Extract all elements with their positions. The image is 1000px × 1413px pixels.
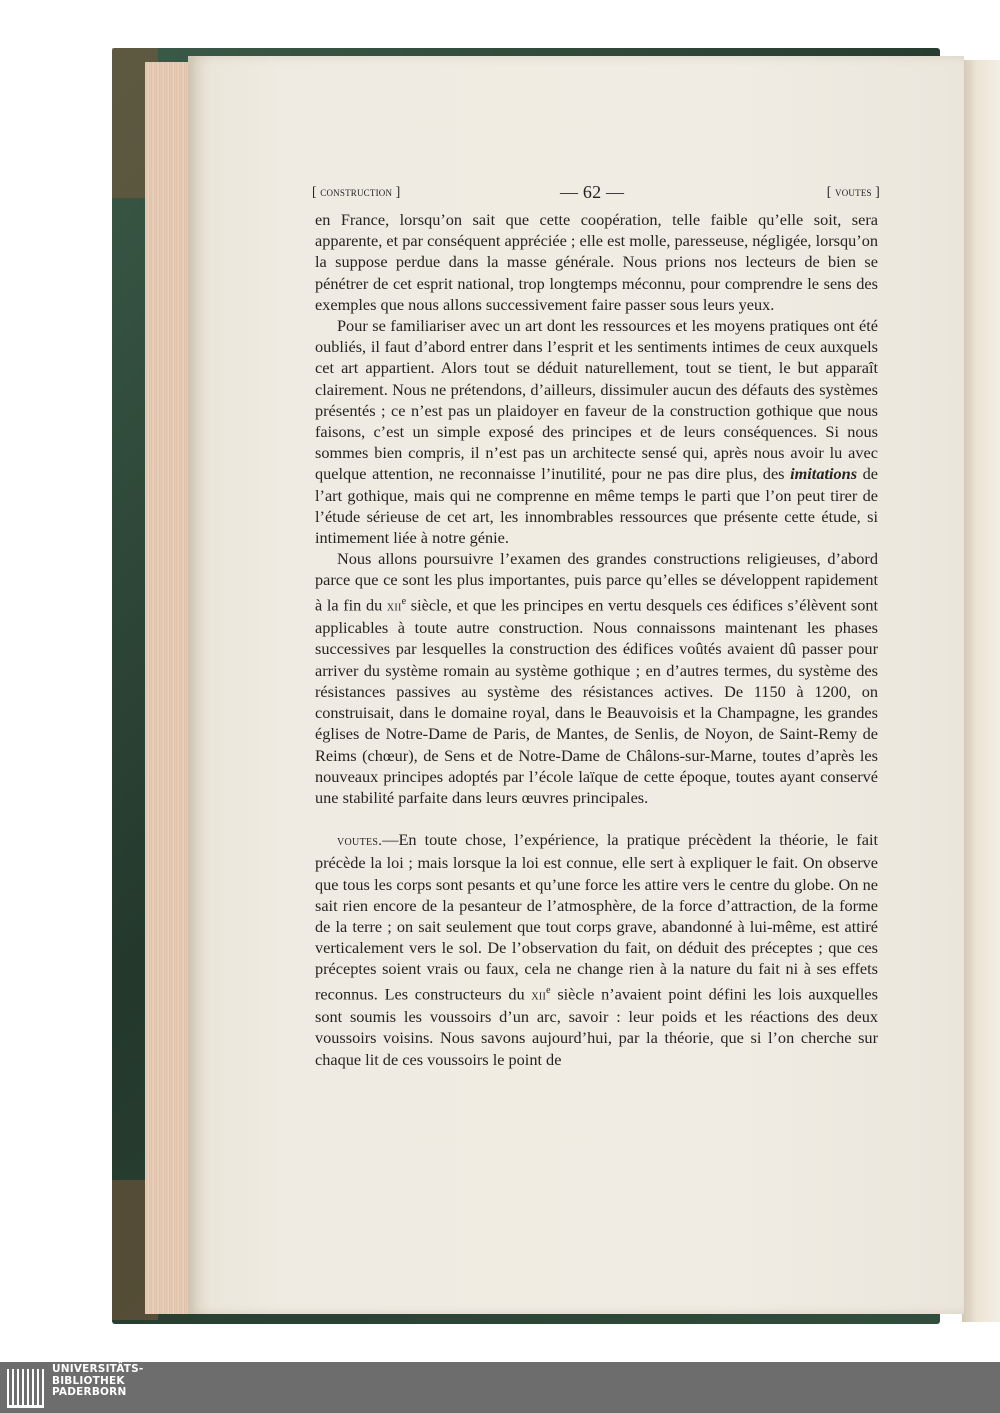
body-text — [315, 209, 878, 1070]
library-name-line-3: PADERBORN — [52, 1386, 127, 1398]
library-logo-icon — [4, 1366, 48, 1410]
running-head — [312, 182, 880, 206]
running-head-right: [ voutes ] — [826, 184, 880, 199]
paragraph-2-text-a: Pour se familiariser avec un art dont les ressources et les moyens pratiques ont été oubliés, il faut d’abord entrer dans l’esprit et les sentiments intimes de ceux auxquels cet art appartient. Alors tout se déduit naturellement, tout se tient, le but apparaît clairement. Nous ne prétendons, d’ailleurs, dissimuler aucun des défauts des systèmes présentés ; ce n’est pas un plaidoyer en faveur de la construction gothique que nous faisons, c’est un simple exposé des principes et de leurs conséquences. Si nous sommes bien compris, il n’est pas un architecte sensé qui, après nous avoir lu avec quelque attention, ne reconnaisse l’inutilité, pour ne pas dire plus, des — [315, 316, 878, 484]
next-page-edge — [962, 60, 1000, 1322]
century-numeral: xii — [386, 598, 402, 615]
page-edges — [145, 62, 190, 1314]
section-heading: voutes. — [337, 833, 383, 850]
paragraph-3-text-b: siècle, et que les principes en vertu desquels ces édifices s’élèvent sont applicables à toute autre construction. Nous connaissons maintenant les phases successives par lesquelles la construction des édifices voûtés avaient dû passer pour arriver du système romain au système gothique ; en d’autres termes, du système des résistances passives au système des résistances actives. De 1150 à 1200, on construisait, dans le domaine royal, dans le Beauvoisis et la Champagne, les grandes églises de Notre-Dame de Paris, de Mantes, de Senlis, de Noyon, de Saint-Remy de Reims (chœur), de Sens et de Notre-Dame de Châlons-sur-Marne, toutes d’après les nouveaux principes adoptés par l’école laïque de cette époque, toutes ayant conservé une stabilité parfaite dans leurs œuvres principales. — [315, 595, 878, 807]
emphasis-imitations: imitations — [790, 464, 858, 484]
paragraph-2 — [315, 315, 878, 548]
century-numeral-2: xii — [531, 986, 547, 1003]
paragraph-4 — [315, 829, 878, 1070]
library-name — [52, 1364, 192, 1399]
paragraph-3-text-a: Nous allons poursuivre l’examen des grandes constructions religieuses, d’abord parce que ce sont les plus importantes, puis parce qu’elles se développent rapidement à la fin du — [315, 549, 878, 615]
paragraph-3 — [315, 548, 878, 808]
paragraph-4-text-b: siècle n’avaient point défini les lois auxquelles sont soumis les voussoirs d’un arc, savoir : leur poids et les réactions des deux voussoirs voisins. Nous savons aujourd’hui, par la théorie, que si l’on cherche sur chaque lit de ces voussoirs le point de — [315, 983, 878, 1069]
paragraph-4-text-a: —En toute chose, l’expérience, la pratique précèdent la théorie, le fait précède la loi ; mais lorsque la loi est connue, elle sert à expliquer le fait. On observe que tous les corps sont pesants et qu’une force les attire vers le centre du globe. On ne sait rien encore de la pesanteur de l’atmosphère, de la force d’attraction, de la forme de la terre ; on sait seulement que tout corps grave, abandonné à lui-même, est attiré verticalement vers le sol. De l’observation du fait, on déduit des préceptes ; que ces préceptes soient vrais ou faux, cela ne change rien à la nature du fait ni à ses effets reconnus. Les constructeurs du — [315, 830, 878, 1003]
library-name-line-2: BIBLIOTHEK — [52, 1374, 125, 1387]
library-name-line-1: UNIVERSITÄTS- — [52, 1363, 144, 1375]
page-number: — 62 — — [560, 182, 625, 202]
paragraph-1: en France, lorsqu’on sait que cette coopération, telle faible qu’elle soit, sera apparente, et par conséquent appréciée ; elle est molle, paresseuse, négligée, lorsqu’on la suppose perdue dans la masse générale. Nous prions nos lecteurs de bien se pénétrer de cet esprit national, trop longtemps méconnu, pour comprendre le sens des exemples que nous allons successivement faire passer sous leurs yeux. — [315, 210, 878, 314]
century-suffix-2: e — [546, 984, 551, 996]
running-head-left: [ construction ] — [312, 184, 401, 199]
paragraph-2-text-b: de l’art gothique, mais qui ne comprenne en même temps le parti que l’on peut tirer de l’étude sérieuse de cet art, les innombrables ressources que présente cette étude, si intimement liée à notre génie. — [315, 464, 879, 548]
century-suffix: e — [401, 595, 407, 607]
